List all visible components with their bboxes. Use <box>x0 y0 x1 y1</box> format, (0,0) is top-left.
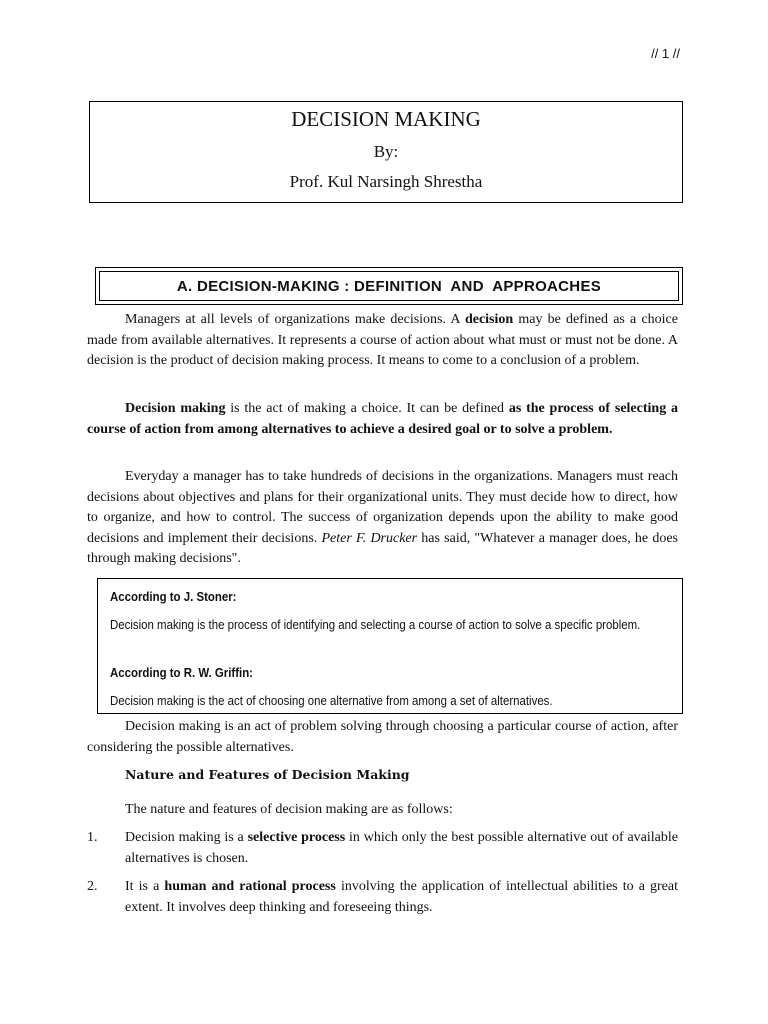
p2-definition: as the process of selecting a course of action from among alternatives to achieve a desired goal or to solve a problem. <box>87 401 678 437</box>
section-heading: A. DECISION-MAKING : DEFINITION AND APPROACHES <box>99 271 679 301</box>
p1-decision-term: decision <box>464 312 514 327</box>
list-text-c: involving the application of intellectual abilities to a great extent. It involves deep thinking and foreseeing things. <box>125 879 678 915</box>
subheading: Nature and Features of Decision Making <box>125 767 410 782</box>
document-title: DECISION MAKING <box>291 107 481 131</box>
section-heading-box <box>95 267 683 305</box>
paragraph-1 <box>87 310 678 372</box>
byline-label: By: <box>373 142 399 161</box>
list-text-c: in which only the best possible alternative out of available alternatives is chosen. <box>125 830 678 866</box>
paragraph-5 <box>87 800 678 821</box>
page-number: // 1 // <box>651 46 680 61</box>
list-number: 1. <box>87 830 98 845</box>
stoner-text: Decision making is the process of identifying and selecting a course of action to solve a specific problem. <box>110 617 641 632</box>
author-name: Prof. Kul Narsingh Shrestha <box>289 172 483 191</box>
griffin-heading: According to R. W. Griffin: <box>110 665 253 680</box>
list-term: human and rational process <box>164 879 336 894</box>
p2-term: Decision making <box>125 401 226 416</box>
p4-text: Decision making is an act of problem solving through choosing a particular course of action, after considering the possible alternatives. <box>87 719 678 755</box>
p3-text-c: has said, "Whatever a manager does, he does through making decisions". <box>87 530 678 566</box>
paragraph-2 <box>87 399 678 440</box>
p1-text-a: Managers at all levels of organizations make decisions. A <box>125 312 465 327</box>
list-text-a: It is a <box>125 879 165 894</box>
griffin-text: Decision making is the act of choosing one alternative from among a set of alternatives. <box>110 693 553 708</box>
list-number: 2. <box>87 879 98 894</box>
p1-text-c: may be defined as a choice made from available alternatives. It represents a course of action about what must or must not be done. A decision is the product of decision making process. It means to come to a conclusion of a problem. <box>87 312 678 368</box>
p5-text: The nature and features of decision making are as follows: <box>125 802 453 817</box>
paragraph-4 <box>87 717 678 758</box>
list-item <box>87 877 678 918</box>
list-term: selective process <box>247 830 346 845</box>
p3-text-a: Everyday a manager has to take hundreds of decisions in the organizations. Managers must reach decisions about objectives and plans for their organizational units. They must decide how to direct, how to organize, and how to control. The success of organization depends upon the ability to make good decisions and implement their decisions. <box>87 469 678 546</box>
list-item <box>87 828 678 869</box>
stoner-heading: According to J. Stoner: <box>110 589 237 604</box>
p3-author: Peter F. Drucker <box>321 530 418 546</box>
p2-text-b: is the act of making a choice. It can be defined <box>225 401 509 416</box>
title-box <box>89 101 683 203</box>
paragraph-3 <box>87 467 678 570</box>
list-text-a: Decision making is a <box>125 830 248 845</box>
definitions-box <box>97 578 683 714</box>
